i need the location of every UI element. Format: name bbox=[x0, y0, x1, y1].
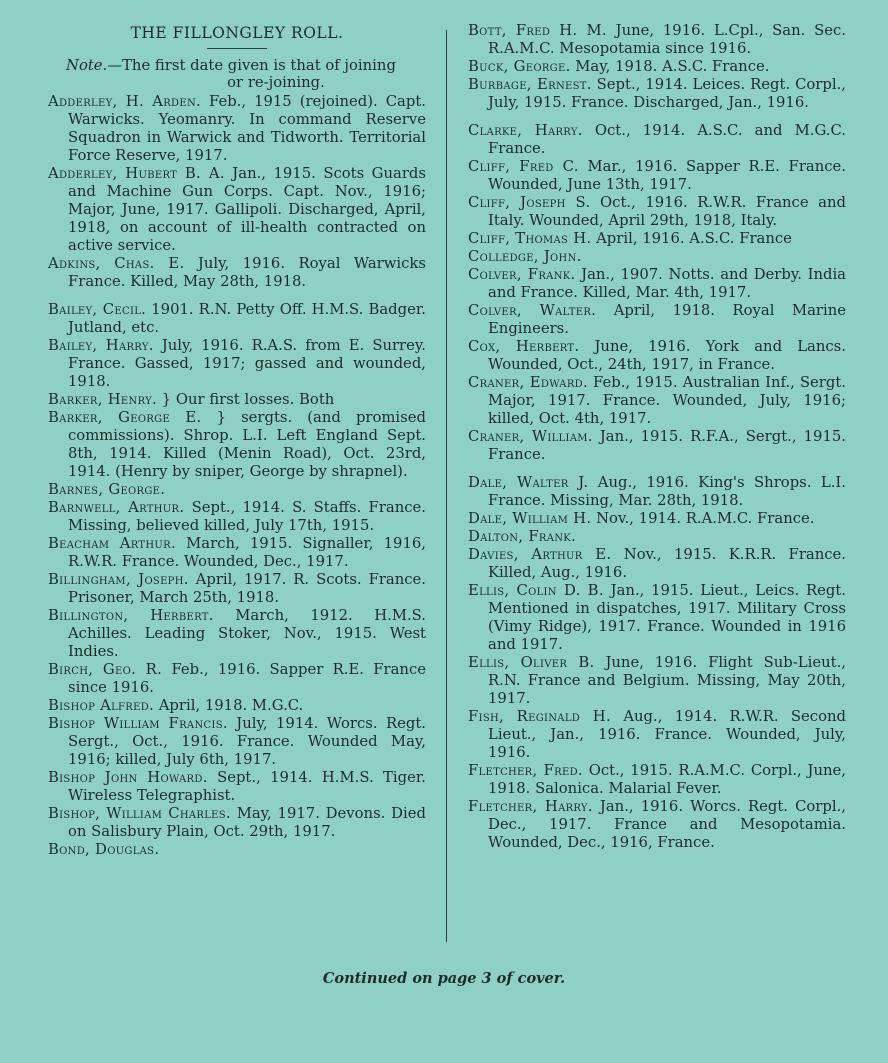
entry-text: } Our first losses. Both bbox=[157, 391, 335, 408]
roll-entry bbox=[468, 230, 846, 248]
entry-name: Cliff, Joseph S. bbox=[468, 194, 591, 211]
entry-name: Bond, Douglas. bbox=[48, 841, 160, 858]
entry-name: Cliff, Thomas H. bbox=[468, 230, 592, 247]
entry-text: Aug., 1914. R.W.R. Second Lieut., Jan., 1916. France. Wounded, July, 1916. bbox=[488, 708, 846, 761]
entry-name: Dalton, Frank. bbox=[468, 528, 577, 545]
entry-name: Barnwell, Arthur. bbox=[48, 499, 185, 516]
roll-entry bbox=[468, 798, 846, 852]
entry-text: May, 1917. Devons. Died on Salisbury Plain, Oct. 29th, 1917. bbox=[68, 805, 426, 840]
roll-entry bbox=[48, 607, 426, 661]
entry-name: Craner, Edward. bbox=[468, 374, 588, 391]
page-title: THE FILLONGLEY ROLL. bbox=[130, 24, 344, 42]
entry-name: Adderley, H. Arden. bbox=[48, 93, 202, 110]
roll-entry bbox=[468, 302, 846, 338]
entry-text: April, 1918. M.G.C. bbox=[154, 697, 304, 714]
entry-name: Birch, Geo. R. bbox=[48, 661, 163, 678]
letter-gap bbox=[48, 291, 426, 301]
entry-text: Nov., 1915. K.R.R. France. Killed, Aug., 1916. bbox=[488, 546, 846, 581]
entry-name: Fletcher, Harry. bbox=[468, 798, 593, 815]
roll-entry bbox=[468, 762, 846, 798]
entry-text: Mar., 1916. Sapper R.E. France. Wounded, June 13th, 1917. bbox=[488, 158, 846, 193]
roll-entry bbox=[48, 255, 426, 291]
entry-name: Dale, William H. bbox=[468, 510, 592, 527]
entry-text: Jan., 1916. Worcs. Regt. Corpl., Dec., 1917. France and Mesopotamia. Wounded, Dec., 1916, France. bbox=[488, 798, 846, 851]
entry-text: March, 1912. H.M.S. Achilles. Leading Stoker, Nov., 1915. West Indies. bbox=[68, 607, 426, 660]
roll-entry bbox=[48, 481, 426, 499]
roll-entry bbox=[468, 158, 846, 194]
roll-entry bbox=[48, 301, 426, 337]
entry-name: Bishop William Francis. bbox=[48, 715, 228, 732]
roll-entry bbox=[468, 510, 846, 528]
roll-entry bbox=[468, 546, 846, 582]
roll-entry bbox=[48, 391, 426, 409]
roll-entry bbox=[48, 697, 426, 715]
entry-text: Aug., 1916. King's Shrops. L.I. France. Missing, Mar. 28th, 1918. bbox=[488, 474, 846, 509]
entry-name: Colver, Walter. bbox=[468, 302, 597, 319]
roll-entry bbox=[468, 474, 846, 510]
left-entry-list bbox=[48, 93, 426, 859]
roll-entry bbox=[468, 374, 846, 428]
entry-text: April, 1916. A.S.C. France bbox=[591, 230, 792, 247]
continued-footer: Continued on page 3 of cover. bbox=[322, 970, 566, 987]
entry-name: Barker, George E. bbox=[48, 409, 202, 426]
entry-text: } sergts. (and promised commissions). Shrop. L.I. Left England Sept. 8th, 1914. Killed (Menin Road), Oct. 23rd, 1914. (Henry by sniper, George by shrapnel). bbox=[68, 409, 426, 480]
entry-name: Barker, Henry. bbox=[48, 391, 158, 408]
entry-text: May, 1918. A.S.C. France. bbox=[570, 58, 770, 75]
roll-entry bbox=[468, 58, 846, 76]
entry-name: Dale, Walter J. bbox=[468, 474, 589, 491]
roll-entry bbox=[468, 22, 846, 58]
roll-entry bbox=[468, 248, 846, 266]
roll-entry bbox=[48, 805, 426, 841]
roll-entry bbox=[468, 266, 846, 302]
roll-entry bbox=[48, 337, 426, 391]
entry-text: Feb., 1916. Sapper R.E. France since 1916. bbox=[68, 661, 426, 696]
entry-text: Oct., 1915. R.A.M.C. Corpl., June, 1918. Salonica. Malarial Fever. bbox=[488, 762, 846, 797]
entry-name: Fish, Reginald H. bbox=[468, 708, 611, 725]
entry-name: Buck, George. bbox=[468, 58, 571, 75]
entry-text: July, 1916. Royal Warwicks France. Killed, May 28th, 1918. bbox=[68, 255, 426, 290]
entry-text: Sept., 1914. Leices. Regt. Corpl., July, 1915. France. Discharged, Jan., 1916. bbox=[488, 76, 846, 111]
entry-name: Adderley, Hubert B. A. bbox=[48, 165, 225, 182]
entry-text: March, 1915. Signaller, 1916, R.W.R. France. Wounded, Dec., 1917. bbox=[68, 535, 426, 570]
entry-text: Feb., 1915 (rejoined). Capt. Warwicks. Yeomanry. In command Reserve Squadron in Warwick and Tidworth. Territorial Force Reserve, 1917. bbox=[68, 93, 426, 164]
entry-text: Nov., 1914. R.A.M.C. France. bbox=[591, 510, 815, 527]
entry-name: Bailey, Cecil. bbox=[48, 301, 147, 318]
roll-entry bbox=[468, 338, 846, 374]
entry-text: Sept., 1914. H.M.S. Tiger. Wireless Telegraphist. bbox=[68, 769, 426, 804]
roll-entry bbox=[468, 708, 846, 762]
entry-name: Bott, Fred H. M. bbox=[468, 22, 607, 39]
entry-name: Colledge, John. bbox=[468, 248, 582, 265]
roll-entry bbox=[48, 769, 426, 805]
entry-name: Billington, Herbert. bbox=[48, 607, 214, 624]
entry-name: Clarke, Harry. bbox=[468, 122, 583, 139]
letter-gap bbox=[468, 464, 846, 474]
entry-text: Jan., 1915. Lieut., Leics. Regt. Mentioned in dispatches, 1917. Military Cross (Vimy Ridge), 1917. France. Wounded in 1916 and 1917. bbox=[488, 582, 847, 653]
entry-text: June, 1916. Flight Sub-Lieut., R.N. France and Belgium. Missing, May 20th, 1917. bbox=[488, 654, 846, 707]
entry-text: Oct., 1916. R.W.R. France and Italy. Wounded, April 29th, 1918, Italy. bbox=[488, 194, 846, 229]
left-column bbox=[48, 22, 426, 859]
entry-text: Jan., 1907. Notts. and Derby. India and France. Killed, Mar. 4th, 1917. bbox=[488, 266, 847, 301]
note-text: —The first date given is that of joining bbox=[107, 57, 396, 74]
entry-name: Beacham Arthur. bbox=[48, 535, 176, 552]
entry-text: July, 1916. R.A.S. from E. Surrey. France. Gassed, 1917; gassed and wounded, 1918. bbox=[68, 337, 426, 390]
roll-entry bbox=[48, 661, 426, 697]
entry-name: Cliff, Fred C. bbox=[468, 158, 579, 175]
roll-entry bbox=[48, 165, 426, 255]
entry-text: June, 1916. L.Cpl., San. Sec. R.A.M.C. Mesopotamia since 1916. bbox=[488, 22, 846, 57]
entry-text: April, 1918. Royal Marine Engineers. bbox=[488, 302, 847, 337]
entry-name: Cox, Herbert. bbox=[468, 338, 580, 355]
title-rule bbox=[207, 48, 267, 49]
entry-name: Ellis, Colin D. B. bbox=[468, 582, 604, 599]
roll-entry bbox=[48, 93, 426, 165]
entry-text: June, 1916. York and Lancs. Wounded, Oct., 24th, 1917, in France. bbox=[488, 338, 846, 373]
entry-name: Colver, Frank. bbox=[468, 266, 576, 283]
entry-name: Bishop Alfred. bbox=[48, 697, 155, 714]
roll-entry bbox=[468, 654, 846, 708]
entry-name: Craner, William. bbox=[468, 428, 593, 445]
right-column bbox=[468, 22, 846, 852]
roll-entry bbox=[48, 499, 426, 535]
note bbox=[48, 57, 426, 91]
note-text-2: or re-joining. bbox=[227, 74, 325, 91]
roll-entry bbox=[468, 428, 846, 464]
roll-entry bbox=[468, 194, 846, 230]
roll-entry bbox=[48, 571, 426, 607]
entry-name: Burbage, Ernest. bbox=[468, 76, 592, 93]
entry-text: July, 1914. Worcs. Regt. Sergt., Oct., 1916. France. Wounded May, 1916; killed, July 6th, 1917. bbox=[68, 715, 427, 768]
entry-name: Billingham, Joseph. bbox=[48, 571, 189, 588]
roll-entry bbox=[48, 535, 426, 571]
entry-name: Davies, Arthur E. bbox=[468, 546, 612, 563]
roll-entry bbox=[468, 528, 846, 546]
roll-entry bbox=[48, 841, 426, 859]
entry-text: Jan., 1915. R.F.A., Sergt., 1915. France. bbox=[488, 428, 846, 463]
right-entry-list bbox=[468, 22, 846, 852]
entry-name: Fletcher, Fred. bbox=[468, 762, 583, 779]
entry-text: Feb., 1915. Australian Inf., Sergt. Major, 1917. France. Wounded, July, 1916; killed, Oct. 4th, 1917. bbox=[488, 374, 846, 427]
entry-name: Bailey, Harry. bbox=[48, 337, 154, 354]
roll-entry bbox=[48, 409, 426, 481]
entry-name: Barnes, George. bbox=[48, 481, 166, 498]
column-divider bbox=[446, 30, 447, 942]
entry-text: 1901. R.N. Petty Off. H.M.S. Badger. Jutland, etc. bbox=[68, 301, 427, 336]
roll-entry bbox=[468, 122, 846, 158]
entry-name: Bishop, William Charles. bbox=[48, 805, 231, 822]
entry-name: Bishop John Howard. bbox=[48, 769, 208, 786]
roll-entry bbox=[468, 582, 846, 654]
note-label: Note. bbox=[66, 57, 108, 74]
roll-entry bbox=[48, 715, 426, 769]
roll-entry bbox=[468, 76, 846, 112]
entry-text: Sept., 1914. S. Staffs. France. Missing, believed killed, July 17th, 1915. bbox=[68, 499, 426, 534]
entry-text: Jan., 1915. Scots Guards and Machine Gun Corps. Capt. Nov., 1916; Major, June, 1917. Gallipoli. Discharged, April, 1918, on account of ill-health contracted on active service. bbox=[68, 165, 426, 254]
entry-name: Ellis, Oliver B. bbox=[468, 654, 595, 671]
letter-gap bbox=[468, 112, 846, 122]
entry-name: Adkins, Chas. E. bbox=[48, 255, 185, 272]
entry-text: Oct., 1914. A.S.C. and M.G.C. France. bbox=[488, 122, 846, 157]
entry-text: April, 1917. R. Scots. France. Prisoner, March 25th, 1918. bbox=[68, 571, 427, 606]
